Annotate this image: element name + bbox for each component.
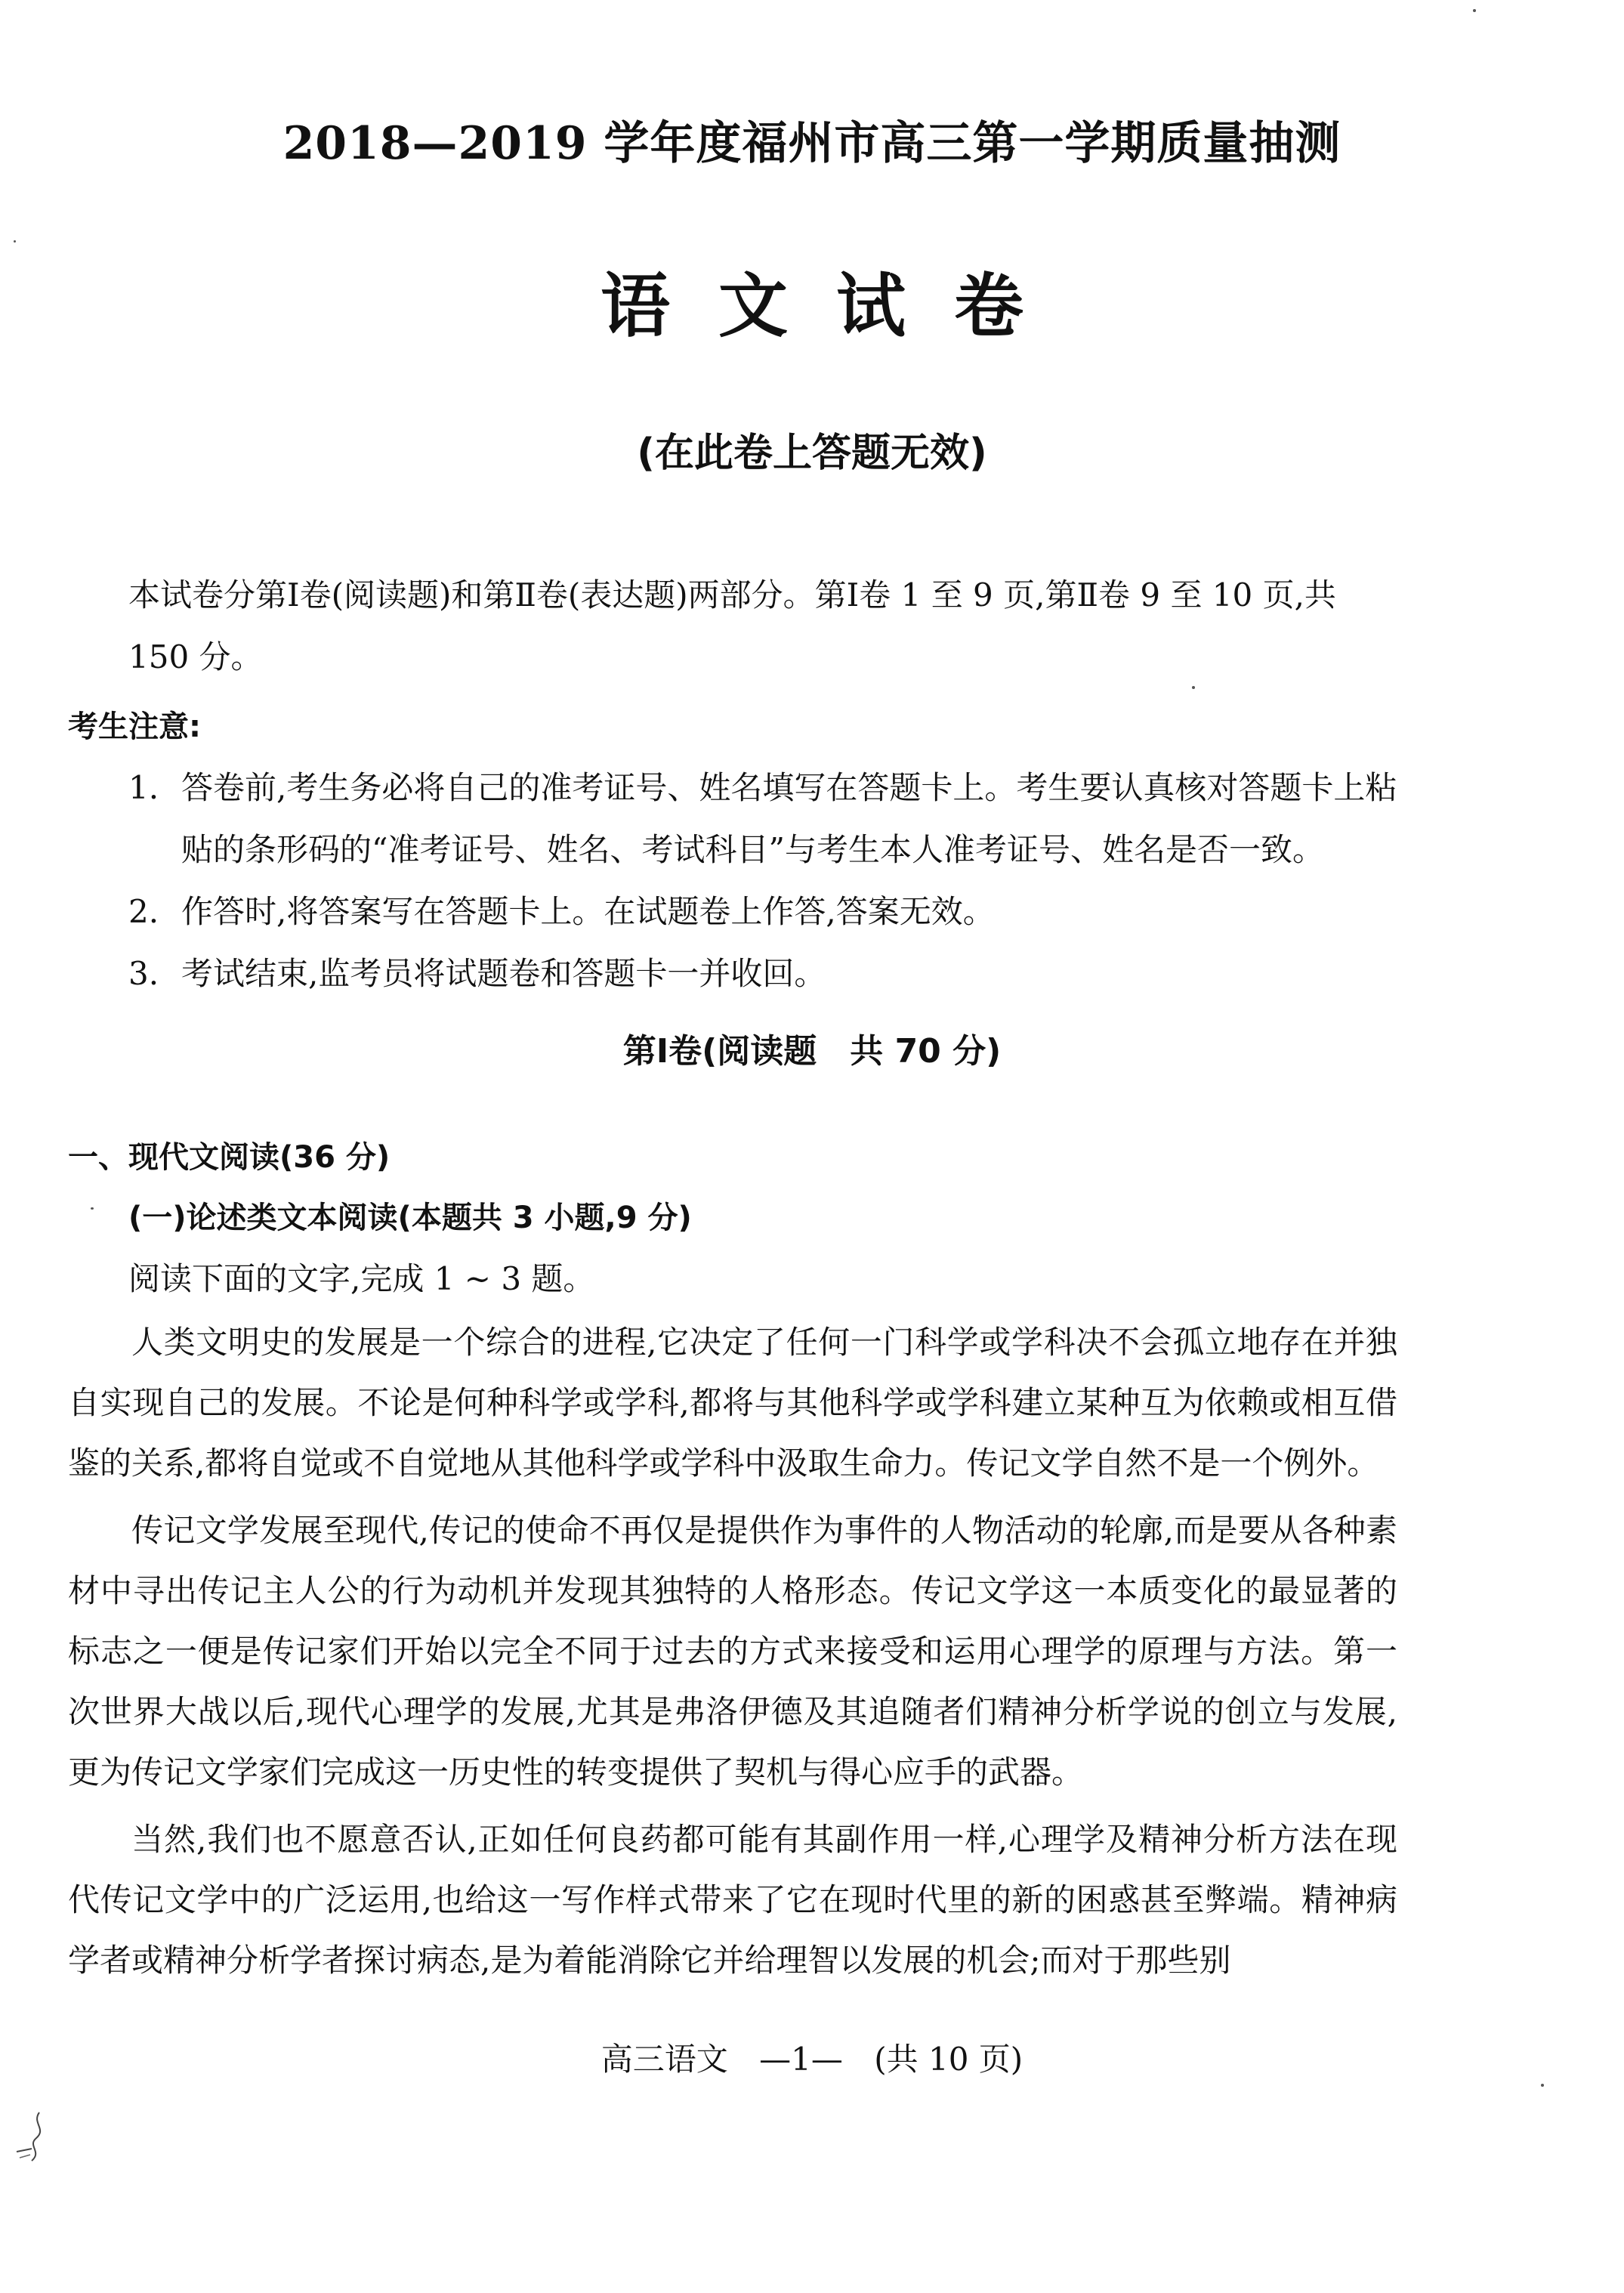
sub-section-heading: (一)论述类文本阅读(本题共 3 小题,9 分) — [128, 1201, 692, 1235]
footer-total-pages: (共 10 页) — [874, 2041, 1023, 2078]
notice-item — [128, 881, 1405, 943]
scan-speck — [1541, 2084, 1544, 2087]
notice-text: 作答时,将答案写在答题卡上。在试题卷上作答,答案无效。 — [181, 893, 995, 930]
notice-number: 2. — [128, 893, 159, 930]
invalid-answer-note: (在此卷上答题无效) — [637, 431, 987, 476]
notice-item — [128, 943, 1405, 1005]
scan-mark-icon — [9, 2108, 54, 2168]
notice-text: 答卷前,考生务必将自己的准考证号、姓名填写在答题卡上。考生要认真核对答题卡上粘贴的条形码的“准考证号、姓名、考试科目”与考生本人准考证号、姓名是否一致。 — [181, 769, 1397, 868]
passage-paragraph: 当然,我们也不愿意否认,正如任何良药都可能有其副作用一样,心理学及精神分析方法在现代传记文学中的广泛运用,也给这一写作样式带来了它在现时代里的新的困惑甚至弊端。精神病学者或精神分析学者探讨病态,是为着能消除它并给理智以发展的机会;而对于那些别 — [68, 1821, 1397, 1979]
scan-speck — [1192, 686, 1195, 689]
scan-speck — [14, 240, 16, 243]
footer-subject: 高三语文 — [601, 2041, 728, 2078]
section-title: 第Ⅰ卷(阅读题 共 70 分) — [622, 1032, 1002, 1071]
page-footer — [0, 2035, 1624, 2080]
notice-number: 1. — [128, 769, 159, 806]
scan-speck — [91, 1207, 94, 1210]
reading-passage — [68, 1312, 1397, 1998]
exam-title: 2018—2019 学年度福州市高三第一学期质量抽测 — [283, 117, 1341, 170]
passage-paragraph: 传记文学发展至现代,传记的使命不再仅是提供作为事件的人物活动的轮廓,而是要从各种素材中寻出传记主人公的行为动机并发现其独特的人格形态。传记文学这一本质变化的最显著的标志之一便是传记家们开始以完全不同于过去的方式来接受和运用心理学的原理与方法。第一次世界大战以后,现代心理学的发展,尤其是弗洛伊德及其追随者们精神分析学说的创立与发展,更为传记文学家们完成这一历史性的转变提供了契机与得心应手的武器。 — [68, 1512, 1397, 1791]
reading-instruction: 阅读下面的文字,完成 1 ~ 3 题。 — [128, 1260, 595, 1297]
part-heading: 一、现代文阅读(36 分) — [68, 1140, 391, 1175]
notice-heading: 考生注意: — [68, 709, 201, 744]
notice-item — [128, 757, 1405, 881]
notice-list — [128, 757, 1405, 1005]
notice-text: 考试结束,监考员将试题卷和答题卡一并收回。 — [181, 955, 826, 992]
intro-text: 本试卷分第Ⅰ卷(阅读题)和第Ⅱ卷(表达题)两部分。第Ⅰ卷 1 至 9 页,第Ⅱ卷 9 至 10 页,共 150 分。 — [128, 576, 1336, 675]
notice-number: 3. — [128, 955, 159, 992]
footer-page-number: —1— — [759, 2041, 843, 2078]
scan-speck — [1473, 9, 1476, 12]
exam-intro — [128, 564, 1397, 688]
paper-title: 语文试卷 — [600, 265, 1072, 347]
passage-paragraph: 人类文明史的发展是一个综合的进程,它决定了任何一门科学或学科决不会孤立地存在并独自实现自己的发展。不论是何种科学或学科,都将与其他科学或学科建立某种互为依赖或相互借鉴的关系,都将自觉或不自觉地从其他科学或学科中汲取生命力。传记文学自然不是一个例外。 — [68, 1324, 1397, 1482]
